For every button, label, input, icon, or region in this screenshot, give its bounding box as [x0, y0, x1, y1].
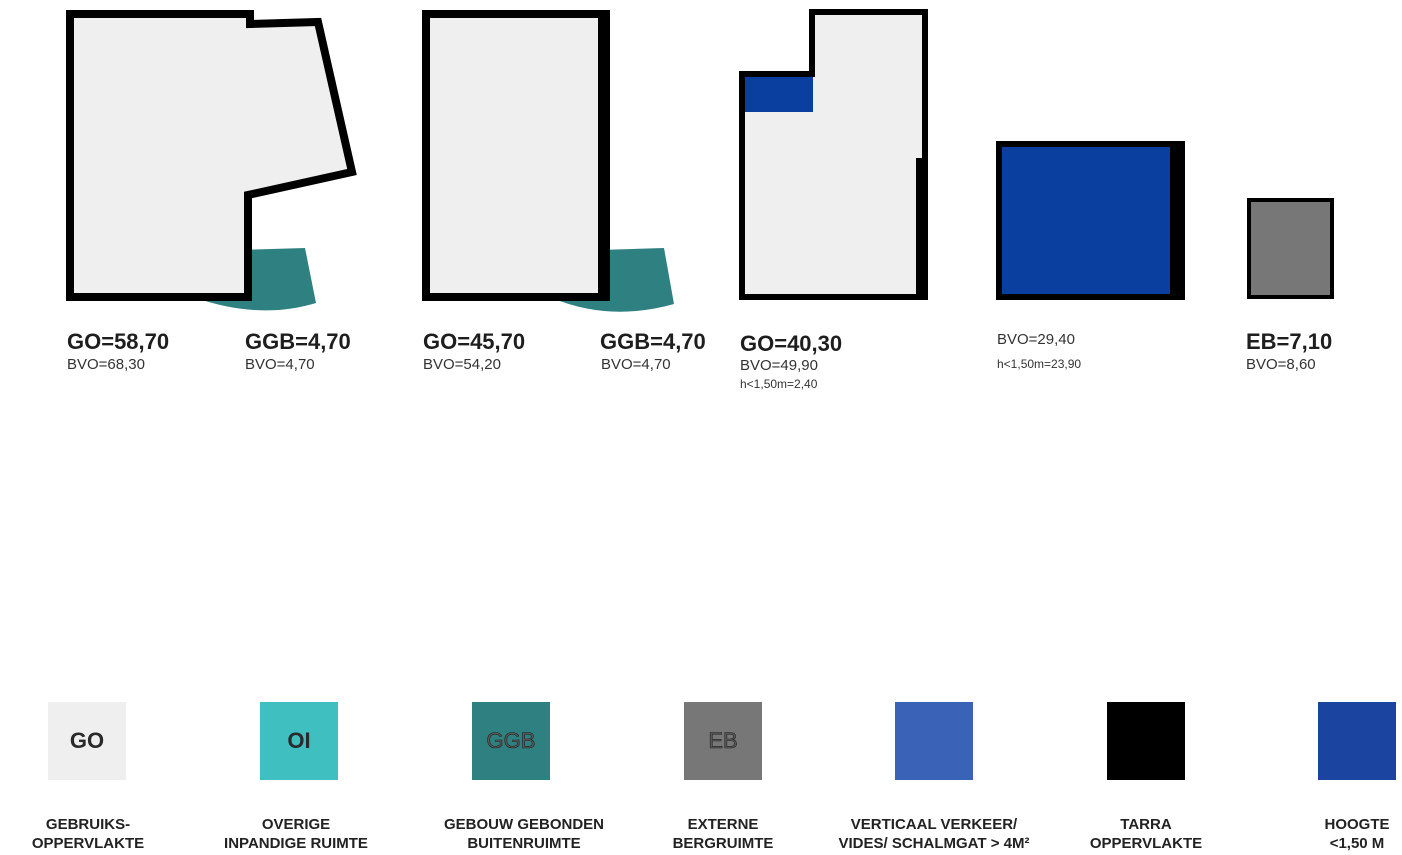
plan-1-ggb-label: GGB=4,70: [245, 329, 351, 354]
plan-1-floor: [70, 14, 352, 297]
legend-swatch-tarra: [1107, 702, 1185, 780]
plan-2-floor: [426, 14, 606, 297]
plan-1-ggb-bvo-label: BVO=4,70: [245, 356, 315, 373]
legend-label-vertical-traffic: VERTICAAL VERKEER/ VIDES/ SCHALMGAT > 4M²: [838, 816, 1030, 852]
plan-3-floor: [742, 12, 925, 297]
legend-code-eb: EB: [708, 728, 738, 753]
floor-plans: [0, 0, 1402, 420]
plan-2-tarra-wall: [598, 14, 610, 297]
plan-3-tarra-wall: [916, 158, 927, 298]
legend-label-go: GEBRUIKS- OPPERVLAKTE: [31, 816, 145, 852]
legend-code-oi: OI: [287, 728, 311, 753]
legend-label-oi: OVERIGE INPANDIGE RUIMTE: [224, 816, 368, 852]
plan-4-area: [999, 144, 1182, 297]
plan-3-low-area: [745, 77, 813, 112]
legend-swatch-vertical-traffic: [895, 702, 973, 780]
plan-4-tarra-wall: [1170, 144, 1184, 298]
legend-swatch-go: [48, 702, 126, 780]
legend-label-low-height: HOOGTE <1,50 M: [1324, 816, 1390, 852]
plan-2-ggb-label: GGB=4,70: [600, 329, 706, 354]
plan-5-eb-label: EB=7,10: [1246, 329, 1333, 354]
plan-4: [999, 144, 1184, 298]
plan-2: [426, 14, 674, 312]
plan-2-go-label: GO=45,70: [423, 329, 526, 354]
plan-3-bvo-label: BVO=49,90: [740, 357, 818, 374]
legend-label-tarra: TARRA OPPERVLAKTE: [1089, 816, 1203, 852]
plan-5-bvo-label: BVO=8,60: [1246, 356, 1316, 373]
plan-5: [1249, 200, 1332, 297]
legend-swatch-ggb: [472, 702, 550, 780]
legend-code-ggb: GGB: [486, 728, 536, 753]
legend-code-go: GO: [69, 728, 105, 753]
plan-3: [742, 12, 927, 298]
legend-swatch-low-height: [1318, 702, 1396, 780]
plan-1: [70, 14, 352, 310]
plan-1-bvo-label: BVO=68,30: [67, 356, 145, 373]
legend-label-ggb: GEBOUW GEBONDEN BUITENRUIMTE: [443, 816, 604, 852]
plan-3-go-label: GO=40,30: [740, 331, 843, 356]
plan-2-ggb-bvo-label: BVO=4,70: [601, 356, 671, 373]
plan-3-low-label: h<1,50m=2,40: [740, 377, 818, 391]
plan-5-area: [1249, 200, 1332, 297]
legend-swatch-eb: [684, 702, 762, 780]
legend-swatch-oi: [260, 702, 338, 780]
plan-2-bvo-label: BVO=54,20: [423, 356, 501, 373]
legend-label-eb: EXTERNE BERGRUIMTE: [672, 816, 774, 852]
plan-4-low-label: h<1,50m=23,90: [997, 357, 1082, 371]
plan-1-go-label: GO=58,70: [67, 329, 170, 354]
plan-4-bvo-label: BVO=29,40: [997, 331, 1075, 348]
